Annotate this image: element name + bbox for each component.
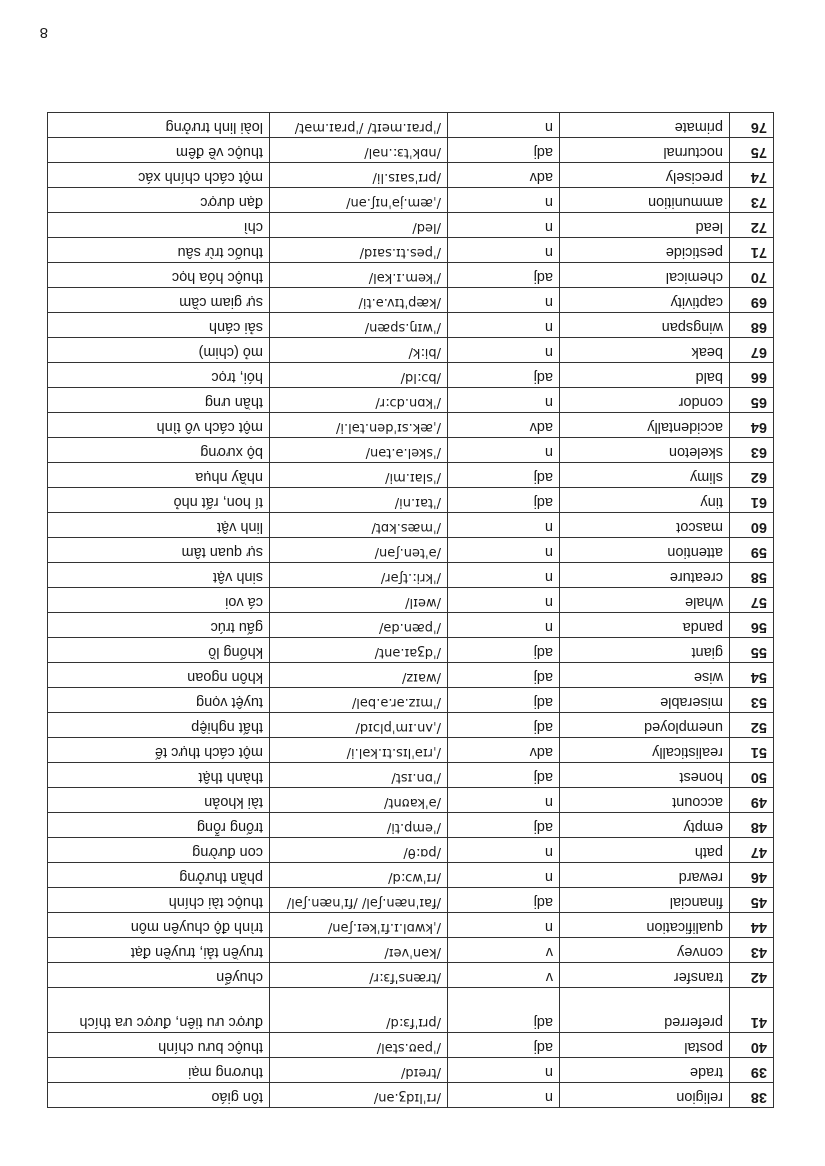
- row-number: 76: [730, 113, 774, 138]
- meaning-cell: thuộc bưu chính: [48, 1033, 270, 1058]
- table-row: [48, 713, 774, 738]
- table-row: [48, 788, 774, 813]
- word-type-cell: n: [448, 1083, 560, 1108]
- word-type-cell: n: [448, 838, 560, 863]
- table-row: [48, 938, 774, 963]
- pronunciation-cell: /ˈkɒn.dɔːr/: [270, 388, 448, 413]
- word-type-cell: n: [448, 538, 560, 563]
- row-number: 50: [730, 763, 774, 788]
- table-row: [48, 1058, 774, 1083]
- table-row: [48, 913, 774, 938]
- table-row: [48, 538, 774, 563]
- word-type-cell: n: [448, 288, 560, 313]
- meaning-cell: linh vật: [48, 513, 270, 538]
- meaning-cell: khổng lồ: [48, 638, 270, 663]
- row-number: 55: [730, 638, 774, 663]
- word-cell: nocturnal: [560, 138, 730, 163]
- row-number: 47: [730, 838, 774, 863]
- meaning-cell: một cách chính xác: [48, 163, 270, 188]
- pronunciation-cell: /ˈwɪŋ.spæn/: [270, 313, 448, 338]
- table-row: [48, 663, 774, 688]
- row-number: 70: [730, 263, 774, 288]
- row-number: 59: [730, 538, 774, 563]
- table-row: [48, 113, 774, 138]
- row-number: 65: [730, 388, 774, 413]
- word-cell: mascot: [560, 513, 730, 538]
- word-cell: reward: [560, 863, 730, 888]
- row-number: 48: [730, 813, 774, 838]
- word-type-cell: n: [448, 1058, 560, 1083]
- meaning-cell: thuốc trừ sâu: [48, 238, 270, 263]
- meaning-cell: mỏ (chim): [48, 338, 270, 363]
- word-type-cell: adj: [448, 813, 560, 838]
- pronunciation-cell: /ˈemp.ti/: [270, 813, 448, 838]
- meaning-cell: thành thật: [48, 763, 270, 788]
- word-type-cell: n: [448, 213, 560, 238]
- pronunciation-cell: /biːk/: [270, 338, 448, 363]
- meaning-cell: trống rỗng: [48, 813, 270, 838]
- word-cell: chemical: [560, 263, 730, 288]
- table-row: [48, 413, 774, 438]
- meaning-cell: một cách thực tế: [48, 738, 270, 763]
- pronunciation-cell: /ˈtaɪ.ni/: [270, 488, 448, 513]
- word-type-cell: adj: [448, 463, 560, 488]
- pronunciation-cell: /prɪˈfɜːd/: [270, 988, 448, 1033]
- row-number: 64: [730, 413, 774, 438]
- row-number: 68: [730, 313, 774, 338]
- table-row: [48, 213, 774, 238]
- word-type-cell: adv: [448, 413, 560, 438]
- table-row: [48, 513, 774, 538]
- word-type-cell: v: [448, 938, 560, 963]
- meaning-cell: chì: [48, 213, 270, 238]
- pronunciation-cell: /rɪˈwɔːd/: [270, 863, 448, 888]
- word-type-cell: v: [448, 963, 560, 988]
- row-number: 73: [730, 188, 774, 213]
- row-number: 43: [730, 938, 774, 963]
- pronunciation-cell: /led/: [270, 213, 448, 238]
- word-type-cell: n: [448, 913, 560, 938]
- word-type-cell: n: [448, 388, 560, 413]
- row-number: 54: [730, 663, 774, 688]
- row-number: 75: [730, 138, 774, 163]
- word-type-cell: n: [448, 788, 560, 813]
- word-cell: path: [560, 838, 730, 863]
- pronunciation-cell: /ˈskel.ə.tən/: [270, 438, 448, 463]
- word-cell: convey: [560, 938, 730, 963]
- pronunciation-cell: /ˈmɪz.ər.ə.bəl/: [270, 688, 448, 713]
- table-row: [48, 163, 774, 188]
- meaning-cell: trình độ chuyên môn: [48, 913, 270, 938]
- word-type-cell: adj: [448, 688, 560, 713]
- word-cell: pesticide: [560, 238, 730, 263]
- word-type-cell: adj: [448, 713, 560, 738]
- word-cell: attention: [560, 538, 730, 563]
- table-row: [48, 763, 774, 788]
- meaning-cell: thuộc hóa học: [48, 263, 270, 288]
- table-row: [48, 588, 774, 613]
- pronunciation-cell: /træns'fɜːr/: [270, 963, 448, 988]
- meaning-cell: sải cánh: [48, 313, 270, 338]
- meaning-cell: tài khoản: [48, 788, 270, 813]
- table-row: [48, 188, 774, 213]
- word-type-cell: adj: [448, 888, 560, 913]
- word-cell: religion: [560, 1083, 730, 1108]
- word-type-cell: n: [448, 188, 560, 213]
- table-row: [48, 138, 774, 163]
- word-type-cell: n: [448, 588, 560, 613]
- word-type-cell: n: [448, 613, 560, 638]
- word-cell: slimy: [560, 463, 730, 488]
- pronunciation-cell: /ˌʌn.ɪmˈplɔɪd/: [270, 713, 448, 738]
- row-number: 56: [730, 613, 774, 638]
- row-number: 66: [730, 363, 774, 388]
- table-row: [48, 388, 774, 413]
- word-type-cell: n: [448, 238, 560, 263]
- word-type-cell: n: [448, 113, 560, 138]
- row-number: 61: [730, 488, 774, 513]
- row-number: 52: [730, 713, 774, 738]
- row-number: 63: [730, 438, 774, 463]
- pronunciation-cell: /ˈmæs.kɒt/: [270, 513, 448, 538]
- pronunciation-cell: /prɪˈsaɪs.li/: [270, 163, 448, 188]
- word-type-cell: adv: [448, 738, 560, 763]
- table-row: [48, 813, 774, 838]
- word-cell: qualification: [560, 913, 730, 938]
- word-cell: bald: [560, 363, 730, 388]
- word-type-cell: adj: [448, 263, 560, 288]
- row-number: 53: [730, 688, 774, 713]
- meaning-cell: một cách vô tình: [48, 413, 270, 438]
- word-cell: unemployed: [560, 713, 730, 738]
- table-row: [48, 638, 774, 663]
- table-row: [48, 338, 774, 363]
- word-cell: panda: [560, 613, 730, 638]
- meaning-cell: nhầy nhụa: [48, 463, 270, 488]
- word-cell: financial: [560, 888, 730, 913]
- pronunciation-cell: /ˈkem.ɪ.kəl/: [270, 263, 448, 288]
- pronunciation-cell: /ˌrɪəˈlɪs.tɪ.kəl.i/: [270, 738, 448, 763]
- meaning-cell: thuộc tài chính: [48, 888, 270, 913]
- meaning-cell: thương mại: [48, 1058, 270, 1083]
- word-cell: empty: [560, 813, 730, 838]
- meaning-cell: tôn giáo: [48, 1083, 270, 1108]
- word-type-cell: n: [448, 313, 560, 338]
- word-cell: wingspan: [560, 313, 730, 338]
- word-type-cell: adj: [448, 763, 560, 788]
- word-type-cell: n: [448, 338, 560, 363]
- row-number: 71: [730, 238, 774, 263]
- word-type-cell: n: [448, 438, 560, 463]
- word-type-cell: adj: [448, 138, 560, 163]
- word-type-cell: n: [448, 563, 560, 588]
- meaning-cell: khôn ngoan: [48, 663, 270, 688]
- row-number: 42: [730, 963, 774, 988]
- word-cell: whale: [560, 588, 730, 613]
- table-row: [48, 863, 774, 888]
- table-row: [48, 1033, 774, 1058]
- meaning-cell: loài linh trưởng: [48, 113, 270, 138]
- meaning-cell: bộ xương: [48, 438, 270, 463]
- pronunciation-cell: /waɪz/: [270, 663, 448, 688]
- row-number: 67: [730, 338, 774, 363]
- table-row: [48, 463, 774, 488]
- pronunciation-cell: /ˈpəʊ.stəl/: [270, 1033, 448, 1058]
- word-cell: ammunition: [560, 188, 730, 213]
- pronunciation-cell: /əˈkaʊnt/: [270, 788, 448, 813]
- word-cell: beak: [560, 338, 730, 363]
- pronunciation-cell: /weɪl/: [270, 588, 448, 613]
- word-cell: skeleton: [560, 438, 730, 463]
- table-row: [48, 438, 774, 463]
- meaning-cell: cá voi: [48, 588, 270, 613]
- row-number: 51: [730, 738, 774, 763]
- word-cell: tiny: [560, 488, 730, 513]
- meaning-cell: đạn dược: [48, 188, 270, 213]
- table-row: [48, 313, 774, 338]
- meaning-cell: tuyệt vọng: [48, 688, 270, 713]
- pronunciation-cell: /ˈkriː.tʃər/: [270, 563, 448, 588]
- pronunciation-cell: /ˈslaɪ.mi/: [270, 463, 448, 488]
- word-cell: captivity: [560, 288, 730, 313]
- meaning-cell: truyền tải, truyền đạt: [48, 938, 270, 963]
- word-cell: primate: [560, 113, 730, 138]
- table-row: [48, 738, 774, 763]
- meaning-cell: được ưu tiên, được ưa thích: [48, 988, 270, 1033]
- table-row: [48, 238, 774, 263]
- pronunciation-cell: /ˈɒn.ɪst/: [270, 763, 448, 788]
- word-cell: wise: [560, 663, 730, 688]
- word-type-cell: n: [448, 863, 560, 888]
- row-number: 49: [730, 788, 774, 813]
- pronunciation-cell: /kæpˈtɪv.ə.ti/: [270, 288, 448, 313]
- word-cell: accidentally: [560, 413, 730, 438]
- pronunciation-cell: /ˈpes.tɪ.saɪd/: [270, 238, 448, 263]
- pronunciation-cell: /treɪd/: [270, 1058, 448, 1083]
- word-cell: precisely: [560, 163, 730, 188]
- table-row: [48, 838, 774, 863]
- row-number: 74: [730, 163, 774, 188]
- meaning-cell: sự giam cầm: [48, 288, 270, 313]
- word-cell: honest: [560, 763, 730, 788]
- table-row: [48, 488, 774, 513]
- word-cell: realistically: [560, 738, 730, 763]
- pronunciation-cell: /ˌæk.sɪˈden.təl.i/: [270, 413, 448, 438]
- word-type-cell: adj: [448, 488, 560, 513]
- meaning-cell: thuộc về đêm: [48, 138, 270, 163]
- meaning-cell: sự quan tâm: [48, 538, 270, 563]
- row-number: 40: [730, 1033, 774, 1058]
- row-number: 41: [730, 988, 774, 1033]
- table-row: [48, 888, 774, 913]
- pronunciation-cell: /rɪˈlɪdʒ.ən/: [270, 1083, 448, 1108]
- word-type-cell: adj: [448, 663, 560, 688]
- pronunciation-cell: /ˈdʒaɪ.ənt/: [270, 638, 448, 663]
- page-number: 8: [39, 24, 48, 41]
- meaning-cell: chuyển: [48, 963, 270, 988]
- table-row: [48, 1083, 774, 1108]
- pronunciation-cell: /faɪˈnæn.ʃəl/ /fɪˈnæn.ʃəl/: [270, 888, 448, 913]
- meaning-cell: hói, trọc: [48, 363, 270, 388]
- row-number: 45: [730, 888, 774, 913]
- table-row: [48, 563, 774, 588]
- word-cell: miserable: [560, 688, 730, 713]
- word-cell: creature: [560, 563, 730, 588]
- row-number: 46: [730, 863, 774, 888]
- pronunciation-cell: /ˌæm.jəˈnɪʃ.ən/: [270, 188, 448, 213]
- word-type-cell: adv: [448, 163, 560, 188]
- row-number: 60: [730, 513, 774, 538]
- meaning-cell: thần ưng: [48, 388, 270, 413]
- word-cell: giant: [560, 638, 730, 663]
- meaning-cell: thất nghiệp: [48, 713, 270, 738]
- meaning-cell: phần thưởng: [48, 863, 270, 888]
- table-row: [48, 613, 774, 638]
- row-number: 72: [730, 213, 774, 238]
- table-row: [48, 288, 774, 313]
- row-number: 44: [730, 913, 774, 938]
- table-row: [48, 363, 774, 388]
- word-type-cell: adj: [448, 988, 560, 1033]
- word-cell: condor: [560, 388, 730, 413]
- word-type-cell: adj: [448, 363, 560, 388]
- word-cell: postal: [560, 1033, 730, 1058]
- vocabulary-table-body: [48, 113, 774, 1108]
- pronunciation-cell: /kənˈveɪ/: [270, 938, 448, 963]
- row-number: 39: [730, 1058, 774, 1083]
- meaning-cell: gấu trúc: [48, 613, 270, 638]
- word-cell: lead: [560, 213, 730, 238]
- pronunciation-cell: /pɑːθ/: [270, 838, 448, 863]
- meaning-cell: sinh vật: [48, 563, 270, 588]
- word-cell: trade: [560, 1058, 730, 1083]
- row-number: 57: [730, 588, 774, 613]
- table-row: [48, 988, 774, 1033]
- row-number: 62: [730, 463, 774, 488]
- word-type-cell: adj: [448, 638, 560, 663]
- row-number: 58: [730, 563, 774, 588]
- word-type-cell: adj: [448, 1033, 560, 1058]
- pronunciation-cell: /bɔːld/: [270, 363, 448, 388]
- row-number: 38: [730, 1083, 774, 1108]
- word-cell: transfer: [560, 963, 730, 988]
- pronunciation-cell: /nɒkˈtɜː.nəl/: [270, 138, 448, 163]
- vocabulary-table: [47, 112, 774, 1108]
- word-cell: preferred: [560, 988, 730, 1033]
- pronunciation-cell: /ˌkwɒl.ɪ.fɪˈkeɪ.ʃən/: [270, 913, 448, 938]
- meaning-cell: tí hon, rất nhỏ: [48, 488, 270, 513]
- table-row: [48, 963, 774, 988]
- meaning-cell: con đường: [48, 838, 270, 863]
- word-type-cell: n: [448, 513, 560, 538]
- pronunciation-cell: /ˈpæn.də/: [270, 613, 448, 638]
- table-row: [48, 688, 774, 713]
- table-row: [48, 263, 774, 288]
- row-number: 69: [730, 288, 774, 313]
- pronunciation-cell: /əˈten.ʃən/: [270, 538, 448, 563]
- word-cell: account: [560, 788, 730, 813]
- pronunciation-cell: /ˈpraɪ.meɪt/ /ˈpraɪ.mət/: [270, 113, 448, 138]
